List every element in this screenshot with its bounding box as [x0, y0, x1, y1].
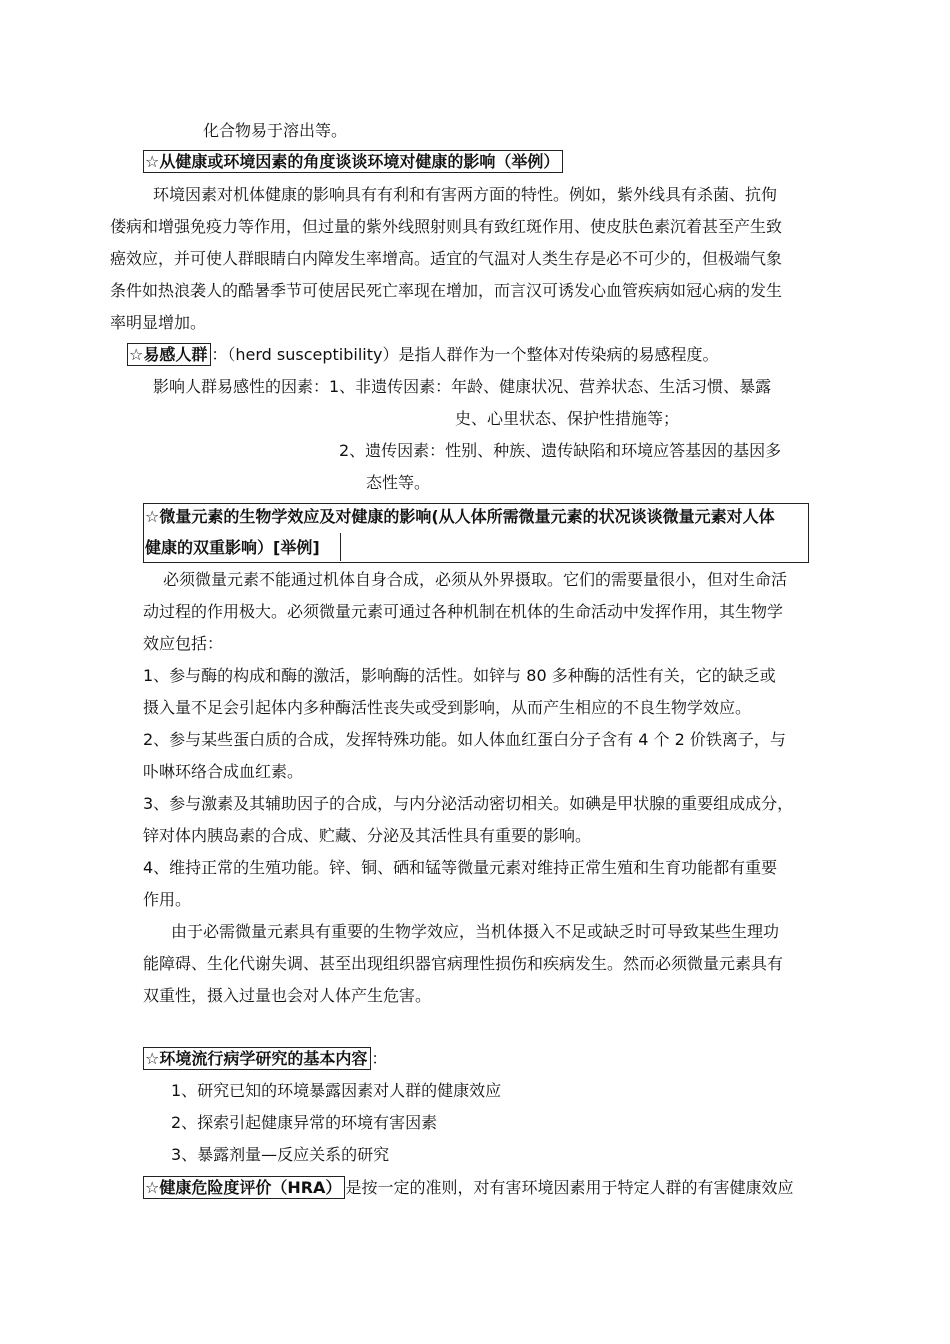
divider	[340, 533, 341, 561]
text-line: 能障碍、生化代谢失调、甚至出现组织器官病理性损伤和疾病发生。然而必须微量元素具有	[143, 954, 784, 973]
list-item: 2、参与某些蛋白质的合成，发挥特殊功能。如人体血红蛋白分子含有 4 个 2 价铁离子，与	[143, 730, 786, 749]
text-line: 双重性，摄入过量也会对人体产生危害。	[143, 986, 432, 1005]
section-heading-trace-elements	[145, 506, 775, 528]
definition-susceptibility	[127, 344, 718, 366]
text-line: 条件如热浪袭人的酷暑季节可使居民死亡率现在增加，而言汉可诱发心血管疾病如冠心病的发生	[110, 281, 783, 300]
list-item: 1、研究已知的环境暴露因素对人群的健康效应	[171, 1081, 502, 1100]
list-item: 1、参与酶的构成和酶的激活，影响酶的活性。如锌与 80 多种酶的活性有关，它的缺乏或	[143, 666, 776, 685]
definition-hra	[143, 1177, 793, 1199]
text-line: 摄入量不足会引起体内多种酶活性丧失或受到影响，从而产生相应的不良生物学效应。	[143, 698, 752, 717]
text-line: 化合物易于溶出等。	[203, 121, 348, 140]
text-line: 锌对体内胰岛素的合成、贮藏、分泌及其活性具有重要的影响。	[143, 826, 592, 845]
text-line: 卟啉环络合成血红素。	[143, 762, 304, 781]
term-box	[127, 343, 211, 366]
text-line: 由于必需微量元素具有重要的生物学效应，当机体摄入不足或缺乏时可导致某些生理功	[171, 922, 780, 941]
term-box	[143, 1176, 345, 1199]
heading-text-cont: 健康的双重影响）[举例]	[145, 538, 320, 557]
heading-box	[143, 150, 563, 173]
heading-text: 微量元素的生物学效应及对健康的影响(从人体所需微量元素的状况谈谈微量元素对人体	[159, 507, 775, 526]
star-icon: ☆	[129, 345, 144, 364]
heading-text: 环境流行病学研究的基本内容	[159, 1049, 368, 1068]
term-text: 易感人群	[143, 345, 208, 364]
term-text: 健康危险度评价（HRA）	[159, 1178, 342, 1197]
star-icon: ☆	[145, 1178, 160, 1197]
definition-text: ：（herd susceptibility）是指人群作为一个整体对传染病的易感程度。	[211, 345, 719, 364]
text-line: 2、遗传因素：性别、种族、遗传缺陷和环境应答基因的基因多	[339, 441, 782, 460]
text-line: 偻病和增强免疫力等作用，但过量的紫外线照射则具有致红斑作用、使皮肤色素沉着甚至产生致	[110, 217, 783, 236]
list-item: 3、参与激素及其辅助因子的合成，与内分泌活动密切相关。如碘是甲状腺的重要组成成分，	[143, 794, 794, 813]
text-line: 史、心里状态、保护性措施等；	[455, 409, 680, 428]
list-item: 3、暴露剂量—反应关系的研究	[171, 1145, 390, 1164]
text-line: 癌效应，并可使人群眼睛白内障发生率增高。适宜的气温对人类生存是必不可少的，但极端气象	[110, 249, 783, 268]
list-item: 4、维持正常的生殖功能。锌、铜、硒和锰等微量元素对维持正常生殖和生育功能都有重要	[143, 858, 778, 877]
star-icon: ☆	[145, 152, 160, 171]
text-line: 必须微量元素不能通过机体自身合成，必须从外界摄取。它们的需要量很小，但对生命活	[163, 570, 788, 589]
text-line: 效应包括：	[143, 634, 224, 653]
text-line: 率明显增加。	[110, 313, 207, 332]
text-line: 环境因素对机体健康的影响具有有利和有害两方面的特性。例如，紫外线具有杀菌、抗佝	[153, 185, 778, 204]
heading-text: 从健康或环境因素的角度谈谈环境对健康的影响（举例）	[159, 152, 560, 171]
text-line: 态性等。	[366, 473, 431, 492]
text-line: 影响人群易感性的因素：1、非遗传因素：年龄、健康状况、营养状态、生活习惯、暴露	[153, 377, 772, 396]
section-heading-env-epidemiology	[143, 1048, 387, 1070]
definition-text: 是按一定的准则，对有害环境因素用于特定人群的有害健康效应	[345, 1178, 794, 1197]
text-line: 动过程的作用极大。必须微量元素可通过各种机制在机体的生命活动中发挥作用，其生物学	[143, 602, 784, 621]
colon-text: ：	[371, 1049, 388, 1068]
list-item: 2、探索引起健康异常的环境有害因素	[171, 1113, 438, 1132]
heading-box	[143, 1047, 371, 1070]
star-icon: ☆	[145, 1049, 160, 1068]
star-icon: ☆	[145, 507, 160, 526]
section-heading-env-health	[143, 151, 563, 173]
text-line: 作用。	[143, 890, 192, 909]
